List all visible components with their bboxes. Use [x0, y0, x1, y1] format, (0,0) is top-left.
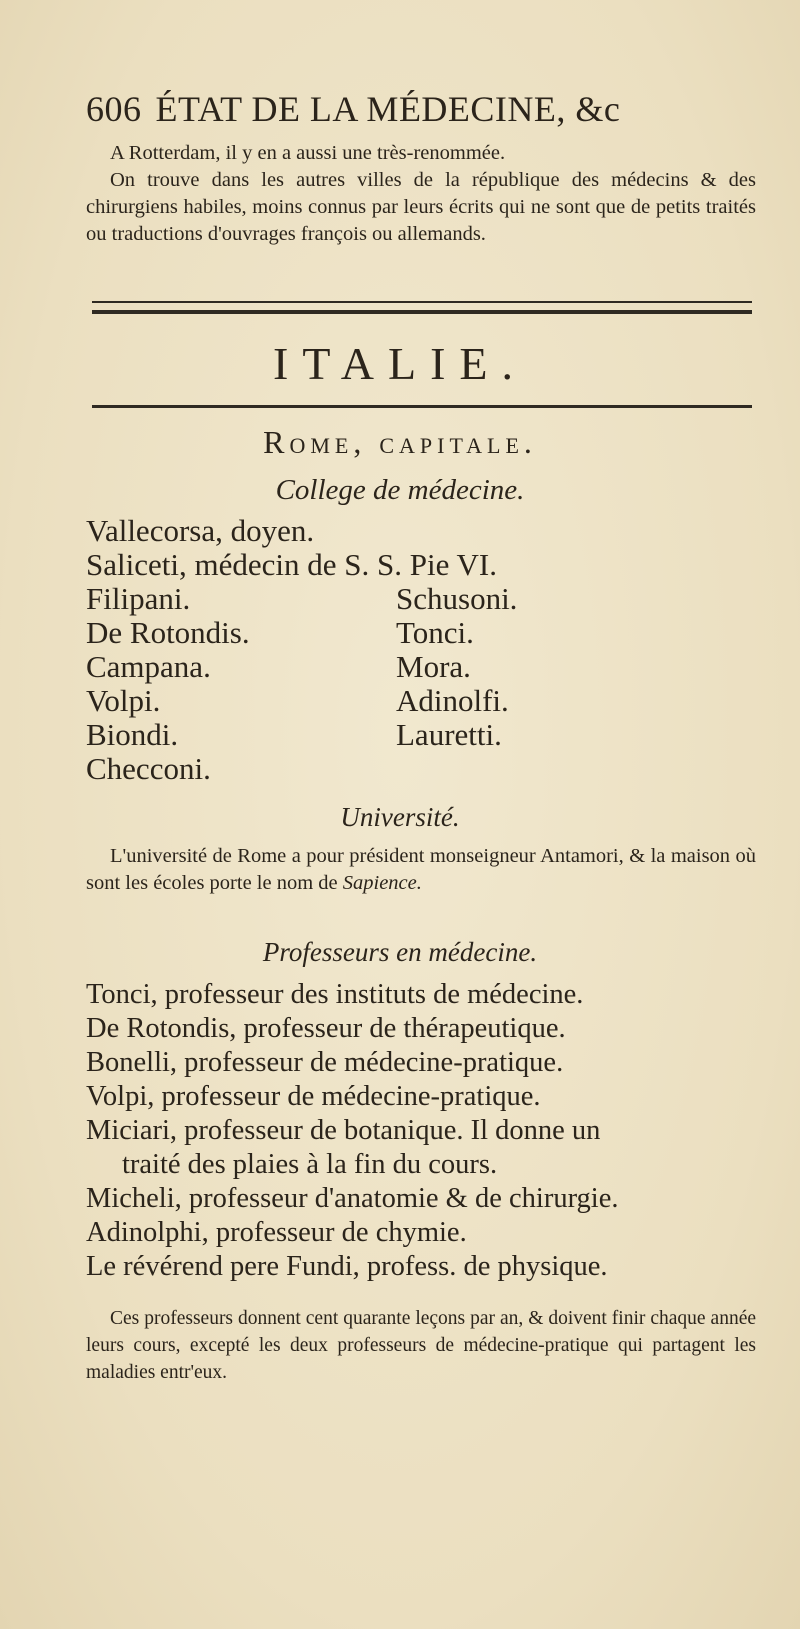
member-row	[86, 718, 766, 752]
member-row	[86, 616, 766, 650]
professor-entry: Tonci, professeur des instituts de médecine.	[86, 979, 584, 1010]
member-name: Volpi.	[86, 683, 161, 718]
section-title: ITALIE.	[273, 338, 527, 389]
member-name: Lauretti.	[396, 717, 502, 752]
college-heading: College de médecine.	[275, 474, 525, 506]
member-name: De Rotondis.	[86, 615, 250, 650]
member-row	[86, 752, 766, 786]
intro-text	[86, 140, 756, 248]
physician: Saliceti, médecin de S. S. Pie VI.	[86, 547, 497, 582]
university-heading: Université.	[340, 802, 460, 832]
intro-paragraph: On trouve dans les autres villes de la république des médecins & des chirurgiens habiles, moins connus par leurs écrits qui ne sont que de petits traités ou traductions d'ouvrages françois ou allemands.	[86, 169, 756, 245]
intro-paragraph: A Rotterdam, il y en a aussi une très-renommée.	[110, 142, 506, 164]
member-name: Filipani.	[86, 581, 191, 616]
member-name: Schusoni.	[396, 581, 518, 616]
university-paragraph	[86, 843, 756, 897]
city-heading: Rome, capitale.	[263, 424, 537, 460]
member-name: Tonci.	[396, 615, 474, 650]
professor-entry-continued: traité des plaies à la fin du cours.	[122, 1149, 498, 1180]
running-head	[86, 88, 706, 130]
university-text: L'université de Rome a pour président monseigneur Antamori, & la maison où sont les écoles porte le nom de	[86, 845, 756, 894]
university-sapience: Sapience.	[342, 872, 422, 894]
professors-list	[86, 978, 766, 1284]
college-members	[86, 514, 766, 786]
member-row	[86, 514, 766, 548]
professors-heading: Professeurs en médecine.	[262, 937, 538, 967]
member-name: Adinolfi.	[396, 683, 509, 718]
member-name: Biondi.	[86, 717, 179, 752]
professor-entry: Adinolphi, professeur de chymie.	[86, 1217, 467, 1248]
member-name: Checconi.	[86, 751, 211, 786]
member-name: Campana.	[86, 649, 211, 684]
ornamental-rule	[92, 301, 752, 314]
professor-entry: Miciari, professeur de botanique. Il donne un	[86, 1115, 601, 1146]
section-rule	[92, 405, 752, 408]
professor-entry: De Rotondis, professeur de thérapeutique.	[86, 1013, 566, 1044]
professor-entry: Volpi, professeur de médecine-pratique.	[86, 1081, 541, 1112]
professor-entry: Le révérend pere Fundi, profess. de physique.	[86, 1251, 608, 1282]
professor-entry: Micheli, professeur d'anatomie & de chirurgie.	[86, 1183, 619, 1214]
closing-note: Ces professeurs donnent cent quarante leçons par an, & doivent finir chaque année leurs cours, excepté les deux professeurs de médecine-pratique qui partagent les maladies entr'eux.	[86, 1308, 756, 1383]
member-row	[86, 582, 766, 616]
professor-entry: Bonelli, professeur de médecine-pratique.	[86, 1047, 564, 1078]
member-row	[86, 650, 766, 684]
page-number: 606	[86, 89, 142, 129]
member-row	[86, 684, 766, 718]
member-name: Mora.	[396, 649, 471, 684]
running-title: ÉTAT DE LA MÉDECINE, &c	[155, 89, 621, 129]
dean: Vallecorsa, doyen.	[86, 513, 315, 548]
member-row	[86, 548, 766, 582]
